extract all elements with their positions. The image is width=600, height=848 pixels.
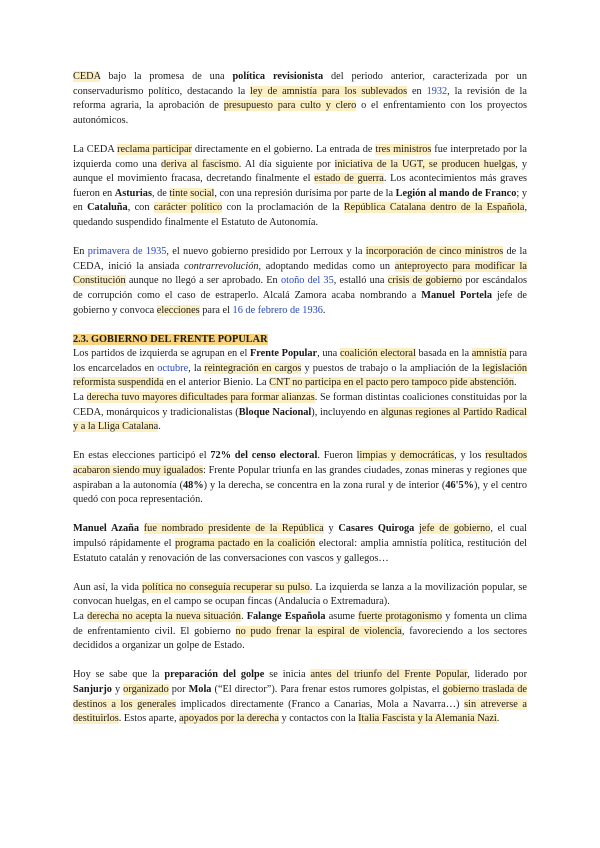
highlighted-text: política no conseguía recuperar su pulso <box>142 581 310 593</box>
text-run: ), incluyendo en <box>311 406 382 418</box>
highlighted-text: reintegración en cargos <box>204 362 302 374</box>
text-run: , con una represión durísima por parte de la <box>214 187 396 199</box>
text-run: y <box>323 523 339 535</box>
text-run: jefe de gobierno y convoca <box>73 289 528 316</box>
highlighted-text: sin atreverse a destituirlos <box>73 698 528 725</box>
bold-term: Falange Española <box>246 610 326 622</box>
text-run: , liderado por <box>467 669 528 681</box>
text-run: aunque no llegó a ser aprobado. En <box>125 275 281 287</box>
text-run: fue interpretado por la izquierda como una <box>73 143 527 170</box>
paragraph-azana <box>73 522 527 566</box>
text-run: se inicia <box>264 669 311 681</box>
highlighted-text: antes del triunfo del Frente Popular <box>310 669 468 681</box>
text-run: Los partidos de izquierda se agrupan en el <box>73 348 250 360</box>
highlighted-text: resultados acabaron siendo muy igualados <box>73 450 527 477</box>
highlighted-text: ley de amnistía para los sublevados <box>250 85 408 97</box>
highlighted-text: estado de guerra <box>314 173 384 185</box>
highlighted-text: fue nombrado presidente de la República <box>143 523 324 535</box>
text-run: implicados directamente (Franco a Canarias, Mola a Navarra…) <box>176 698 465 710</box>
date-text: otoño del 35 <box>280 275 334 287</box>
text-run: , el cual impulsó rápidamente el <box>73 523 528 549</box>
paragraph-ceda-revisionism <box>73 70 527 128</box>
text-run: por <box>168 683 189 695</box>
text-run: basada en la <box>415 348 472 360</box>
text-run: En estas elecciones participó el <box>73 450 211 462</box>
paragraph-spacer <box>73 566 527 581</box>
highlighted-text: anteproyecto para modificar la Constitución <box>73 260 527 287</box>
text-run: La <box>73 392 87 404</box>
text-run: , adoptando medidas como un <box>258 260 395 272</box>
highlighted-text: deriva al fascismo <box>161 158 239 170</box>
text-run: Hoy se sabe que la <box>73 669 165 681</box>
highlighted-text: elecciones <box>156 304 200 316</box>
highlighted-text: crisis de gobierno <box>387 275 463 287</box>
text-run: con la proclamación de la <box>222 202 344 214</box>
bold-term: preparación del golpe <box>164 669 265 681</box>
text-run: , la <box>188 362 205 374</box>
highlighted-text: carácter político <box>153 202 223 214</box>
italic-term: contrarrevolución <box>183 260 259 272</box>
text-run: : Frente Popular triunfa en las grandes ciudades, zonas mineras y regiones que aspiraban a la autonomía ( <box>73 465 527 491</box>
text-run: y <box>111 683 124 695</box>
text-run: , una <box>317 348 340 360</box>
text-run: . Los acontecimientos más graves fueron en <box>73 173 528 199</box>
text-run: ) y la derecha, se concentra en la zona rural y de interior ( <box>203 479 446 491</box>
text-run: . Fueron <box>317 450 357 462</box>
text-run: asume <box>325 610 359 622</box>
paragraph-spacer <box>73 435 527 450</box>
paragraph-ceda-government <box>73 143 527 231</box>
paragraph-spacer <box>73 508 527 523</box>
highlighted-text: incorporación de cinco ministros <box>365 246 504 258</box>
bold-term: Mola <box>188 683 212 695</box>
text-run: . Se forman distintas coaliciones constituidas por la CEDA, monárquicos y tradicionalistas ( <box>73 392 527 418</box>
bold-term: Sanjurjo <box>73 683 112 695</box>
text-run: , estalló una <box>333 275 388 287</box>
date-text: primavera de 1935 <box>87 246 167 258</box>
highlighted-text: legislación reformista suspendida <box>73 362 527 389</box>
date-text: 16 de febrero de 1936 <box>232 304 323 316</box>
text-run: , el nuevo gobierno presidido por Lerroux y la <box>166 246 366 258</box>
paragraph-frente-popular <box>73 347 527 391</box>
text-run: , la revisión de la reforma agraria, la aprobación de <box>73 85 527 112</box>
text-run: en <box>407 85 427 97</box>
text-run: , de <box>151 187 170 199</box>
text-run: , favoreciendo a los sectores decididos a organizar un golpe de Estado. <box>73 625 528 652</box>
text-run: . <box>514 377 517 389</box>
text-run: . Estos aparte, <box>118 713 180 725</box>
bold-term: Legión al mando de Franco <box>395 187 517 199</box>
text-run: directamente en el gobierno. La entrada de <box>191 143 376 155</box>
bold-term: Casares Quiroga <box>338 523 415 535</box>
highlighted-text: apoyados por la derecha <box>179 713 279 725</box>
text-run: ), y el centro quedó con poca representación. <box>73 479 527 506</box>
text-run: . <box>496 713 500 725</box>
bold-term: 46'5% <box>445 479 474 491</box>
text-run: . <box>158 421 161 433</box>
text-run: , y los <box>454 450 486 462</box>
highlighted-text: iniciativa de la UGT, se producen huelgas <box>334 158 516 170</box>
paragraph-spring-1935 <box>73 245 527 318</box>
paragraph-spacer <box>73 128 527 143</box>
text-run: , y aunque el movimiento fracasa, decretando finalmente el <box>73 158 527 185</box>
highlighted-text: República Catalana dentro de la Española <box>343 202 525 214</box>
bold-term: Bloque Nacional <box>238 406 312 418</box>
text-run: . La izquierda se lanza a la movilización popular, se convocan huelgas, en el campo se ocupan fincas (Andalucía o Extremadura). <box>73 581 527 608</box>
bold-term: Cataluña <box>87 202 128 214</box>
paragraph-spacer <box>73 654 527 669</box>
highlighted-text: coalición electoral <box>339 348 416 360</box>
highlighted-text: derecha no acepta la nueva situación <box>87 610 241 622</box>
highlighted-text: algunas regiones al Partido Radical y a la Lliga Catalana <box>73 406 527 433</box>
paragraph-spacer <box>73 231 527 246</box>
text-run: y fomenta un clima de enfrentamiento civil. El gobierno <box>73 610 527 637</box>
highlighted-text: derecha tuvo mayores dificultades para formar alianzas <box>86 392 315 404</box>
highlighted-text: tinte social <box>169 187 215 199</box>
text-run: para el <box>199 304 233 316</box>
text-run: La CEDA <box>73 143 118 155</box>
text-run: Aun así, la vida <box>73 581 142 593</box>
highlighted-text: fuerte protagonismo <box>358 610 443 622</box>
text-run: electoral: amplia amnistía política, restitución del Estatuto catalán y renovación de las conversaciones con vascos y gallegos… <box>73 538 527 564</box>
date-text: 1932 <box>426 85 448 97</box>
paragraph-vida-politica <box>73 581 527 610</box>
highlighted-text: reclama participar <box>117 143 192 155</box>
date-text: octubre <box>157 362 189 374</box>
section-heading <box>73 333 527 348</box>
bold-term: Manuel Azaña <box>73 523 139 535</box>
highlighted-text: limpias y democráticas <box>356 450 455 462</box>
text-run: de la CEDA, inició la ansiada <box>73 246 527 272</box>
bold-term: Manuel Portela <box>421 289 492 301</box>
section-heading-text: 2.3. GOBIERNO DEL FRENTE POPULAR <box>73 333 268 345</box>
text-run: y puestos de trabajo o la ampliación de la <box>301 362 483 374</box>
paragraph-derecha-alianzas <box>73 391 527 435</box>
highlighted-text: organizado <box>123 683 169 695</box>
highlighted-text: Italia Fascista y la Alemania Nazi <box>358 713 497 725</box>
text-run: y contactos con la <box>278 713 359 725</box>
highlighted-text: programa pactado en la coalición <box>174 538 316 549</box>
text-run: ; y en <box>73 187 527 214</box>
text-run: del periodo anterior, caracterizada por un conservadurismo político, destacando la <box>73 71 527 97</box>
bold-term: 48% <box>183 479 204 491</box>
text-run: , con <box>127 202 154 214</box>
bold-term: Frente Popular <box>250 348 318 360</box>
bold-term: 72% del censo electoral <box>210 450 318 462</box>
highlighted-text: gobierno traslada de destinos a los generales <box>73 683 527 710</box>
paragraph-derecha-situacion <box>73 610 527 654</box>
paragraph-spacer <box>73 318 527 333</box>
text-run: (“El director”). Para frenar estos rumores golpistas, el <box>211 683 443 695</box>
text-run: o el enfrentamiento con los proyectos autonómicos. <box>73 100 527 126</box>
highlighted-text: jefe de gobierno <box>419 523 491 535</box>
text-run: La <box>73 610 88 622</box>
paragraph-golpe <box>73 668 527 726</box>
text-run: . <box>240 610 247 622</box>
text-run: por escándalos de corrupción como el caso de estraperlo. Alcalá Zamora acaba nombrando a <box>73 275 527 301</box>
bold-term: Asturias <box>114 187 152 199</box>
highlighted-text: no pudo frenar la espiral de violencia <box>235 625 402 637</box>
text-run: bajo la promesa de una <box>100 71 233 82</box>
text-run: En <box>73 246 88 258</box>
highlighted-text: amnistía <box>471 348 507 360</box>
highlighted-text: presupuesto para culto y clero <box>223 100 357 112</box>
text-run: . Al día siguiente por <box>238 158 335 170</box>
text-run: , quedando suspendido finalmente el Estatuto de Autonomía. <box>73 202 528 228</box>
highlighted-text: tres ministros <box>375 143 432 155</box>
bold-term: política revisionista <box>232 71 324 82</box>
text-run: . <box>322 304 326 316</box>
highlighted-text: CNT no participa en el pacto pero tampoco pide abstención <box>269 377 515 389</box>
text-run: para los encarcelados en <box>73 348 528 374</box>
text-run: en el anterior Bienio. La <box>163 377 270 389</box>
paragraph-elecciones <box>73 449 527 507</box>
highlighted-text: CEDA <box>73 71 101 82</box>
